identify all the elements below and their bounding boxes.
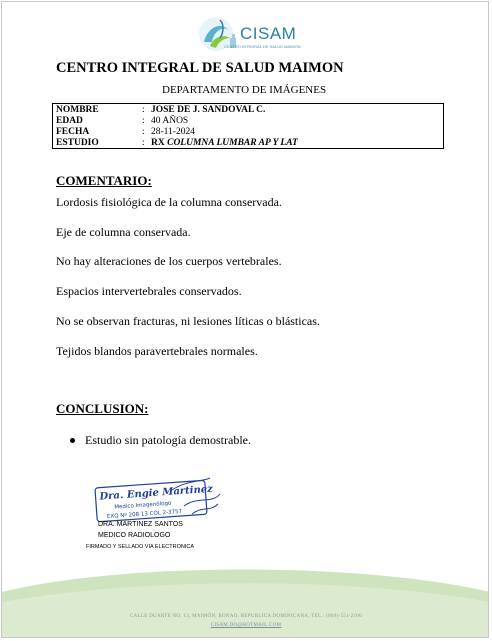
bullet-icon <box>70 438 75 443</box>
info-value-age: 40 AÑOS <box>151 116 189 126</box>
info-value-name: JOSE DE J. SANDOVAL C. <box>151 105 266 115</box>
info-label: EDAD <box>56 116 83 126</box>
logo-wordmark: CISAM <box>240 24 297 43</box>
info-value-study <box>151 138 298 149</box>
conclusion-heading: CONCLUSION: <box>56 401 149 416</box>
svg-text:Medico Imagenólogo: Medico Imagenólogo <box>114 500 172 511</box>
info-label: FECHA <box>56 127 90 137</box>
info-separator: : <box>142 105 145 115</box>
patient-info-box <box>52 103 444 149</box>
document-page <box>1 1 489 638</box>
info-value-date: 28-11-2024 <box>151 127 195 137</box>
study-prefix: RX <box>151 138 168 148</box>
info-separator: : <box>142 116 145 126</box>
logo-subtitle: CENTRO INTEGRAL DE SALUD MAIMON <box>224 44 301 49</box>
info-separator: : <box>142 127 145 137</box>
svg-text:EXQ Nº 208 13 COL 2-3757: EXQ Nº 208 13 COL 2-3757 <box>106 508 183 521</box>
comment-line: Tejidos blandos paravertebrales normales. <box>56 344 258 358</box>
info-label: ESTUDIO <box>56 138 99 148</box>
comment-line: Eje de columna conservada. <box>56 225 191 239</box>
conclusion-item: Estudio sin patología demostrable. <box>85 433 251 447</box>
department-title: DEPARTAMENTO DE IMÁGENES <box>162 84 327 96</box>
signature-note: FIRMADO Y SELLADO VIA ELECTRONICA <box>86 544 194 550</box>
org-title: CENTRO INTEGRAL DE SALUD MAIMON <box>56 60 344 76</box>
comentario-heading: COMENTARIO: <box>56 173 152 188</box>
info-separator: : <box>142 138 145 148</box>
signer-name: DRA. MARTINEZ SANTOS <box>98 521 183 528</box>
comment-line: No hay alteraciones de los cuerpos vertebrales. <box>56 254 282 268</box>
footer-email[interactable]: CISAM.DO@HOTMAIL.COM <box>210 623 282 628</box>
info-label: NOMBRE <box>56 105 99 115</box>
comment-line: No se observan fracturas, ni lesiones líticas o blásticas. <box>56 314 320 328</box>
signer-title: MEDICO RADIOLOGO <box>98 532 171 539</box>
svg-text:Dra. Engie Martinez: Dra. Engie Martinez <box>99 483 214 503</box>
footer-address: CALLE DUARTE NO. 13, MAIMÓN, BONAO, REPUBLICA DOMINICANA, TEL.: (809)-551-2106 <box>129 614 363 619</box>
signature-stamp-icon <box>92 476 224 522</box>
study-name: COLUMNA LUMBAR AP Y LAT <box>167 138 298 148</box>
comment-line: Lordosis fisiológica de la columna conservada. <box>56 195 282 209</box>
comment-line: Espacios intervertebrales conservados. <box>56 284 242 298</box>
